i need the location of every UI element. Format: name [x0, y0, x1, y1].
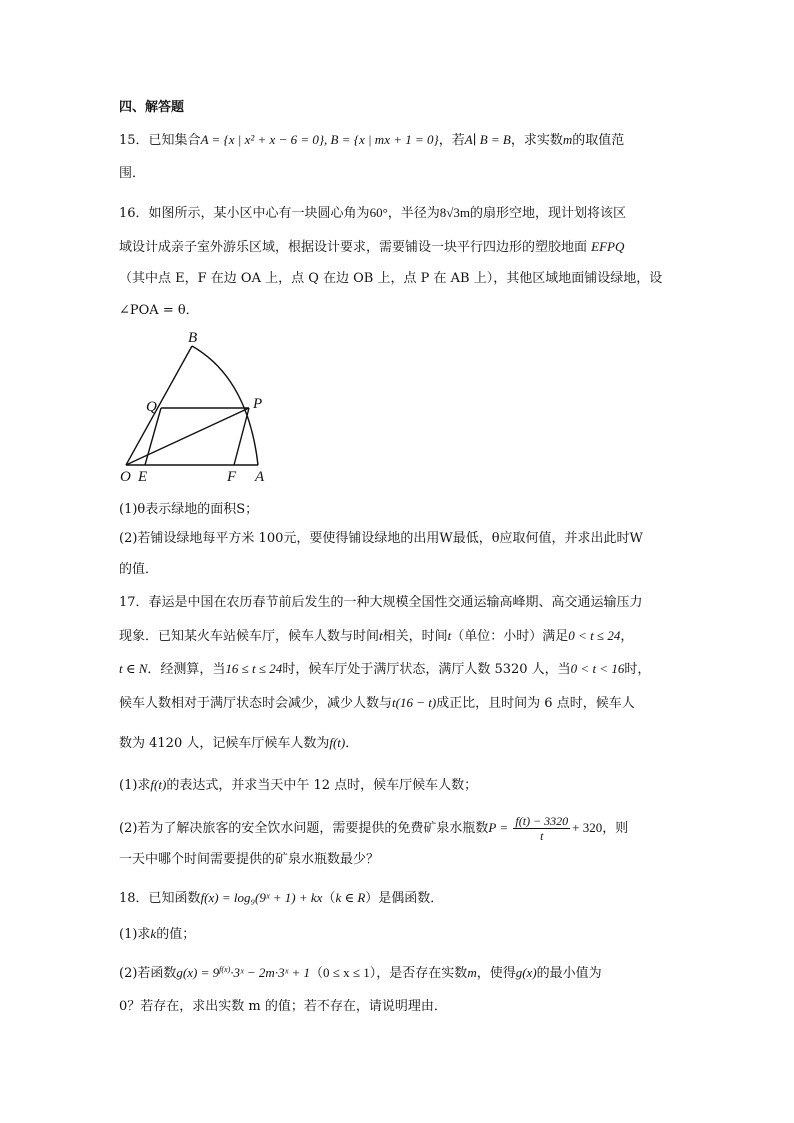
label-E: E: [138, 469, 148, 485]
set-b: , B = {x | mx + 1 = 0}: [324, 132, 439, 147]
q17-part-1: (1)求f(t)的表达式，并求当天中午 12 点时，候车厅候车人数；: [119, 777, 478, 793]
question-16: 16．如图所示，某小区中心有一块圆心角为60°，半径为8√3m的扇形空地，现计划将该区: [119, 205, 627, 221]
label-Q: Q: [146, 399, 157, 415]
q15-text: 已知集合: [148, 133, 201, 148]
q17-part-2-line-2: 一天中哪个时间需要提供的矿泉水瓶数最少？: [119, 852, 380, 867]
label-F: F: [227, 469, 237, 485]
label-B: B: [188, 330, 198, 346]
label-O: O: [120, 469, 131, 485]
q16-line-2: 域设计成亲子室外游乐区域，根据设计要求，需要铺设一块平行四边形的塑胶地面 EFPQ: [119, 239, 625, 255]
label-P: P: [253, 396, 263, 412]
arc-AB: [192, 346, 258, 465]
question-18: 18．已知函数f(x) = log₉(9ˣ + 1) + kx（k ∈ R）是偶函数．: [119, 890, 444, 906]
q16-line-4: ∠POA = θ．: [119, 303, 199, 318]
segment-OP: [126, 408, 249, 465]
edge-OB: [126, 346, 192, 465]
radius-value: 8√3m: [439, 205, 471, 220]
sector-figure: [112, 328, 282, 488]
q16-number: 16．: [119, 206, 149, 221]
question-15: 15．已知集合A = {x | x² + x − 6 = 0}, B = {x | mx + 1 = 0}，若A∣ B = B，求实数m的取值范: [119, 132, 625, 148]
q18-part-2-line-2: 0？若存在，求出实数 m 的值；若不存在，请说明理由．: [119, 999, 447, 1014]
q15-line-2: 围．: [119, 166, 146, 181]
segment-PF: [234, 408, 249, 465]
q16-part-2: (2)若铺设绿地每平方米 100元，要使得铺设绿地的出用W最低，θ应取何值，并求出此时W: [119, 531, 643, 546]
condition: A∣ B = B: [464, 132, 511, 147]
label-A: A: [255, 469, 265, 485]
q17-part-2: (2)若为了解决旅客的安全饮水问题，需要提供的免费矿泉水瓶数P = $\frac{f(t) - 3320}{t}$ + 320，则: [119, 814, 629, 843]
q16-part-1: (1)θ表示绿地的面积S；: [119, 502, 259, 517]
q16-line-3: （其中点 E，F 在边 OA 上，点 Q 在边 OB 上，点 P 在 AB 上），其他区域地面铺设绿地，设: [119, 271, 663, 286]
q18-part-2: (2)若函数$g(x) = 9^{f(x)}\cdot 3ˣ$ − 2m·3ˣ + 1（0 ≤ x ≤ 1），是否存在实数m，使得g(x)的最小值为: [119, 965, 602, 981]
set-a: A = {x | x² + x − 6 = 0}: [200, 132, 325, 147]
q17-line-5: 数为 4120 人，记候车厅候车人数为f(t)．: [119, 735, 359, 751]
bottle-fraction: $\frac{f(t) - 3320}{t}$: [515, 814, 569, 843]
angle-value: 60°: [369, 205, 388, 220]
q17-number: 17．: [119, 595, 149, 610]
q18-part-1: (1)求k的值；: [119, 926, 196, 942]
question-17: 17．春运是中国在农历春节前后发生的一种大规模全国性交通运输高峰期、高交通运输压力: [119, 595, 643, 610]
q15-number: 15．: [119, 133, 149, 148]
q17-line-2: 现象．已知某火车站候车厅，候车人数与时间t相关，时间t（单位：小时）满足0 < t ≤ 24，: [119, 628, 634, 644]
q16-part-2-line-2: 的值．: [119, 562, 159, 577]
q17-line-3: t ∈ N．经测算，当16 ≤ t ≤ 24时，候车厅处于满厅状态，满厅人数 5320 人，当0 < t < 16时，: [119, 661, 651, 677]
q17-line-4: 候车人数相对于满厅状态时会减少，减少人数与t(16 − t)成正比，且时间为 6 点时，候车人: [119, 695, 635, 711]
section-title: 四、解答题: [119, 100, 185, 115]
q18-number: 18．: [119, 891, 149, 906]
